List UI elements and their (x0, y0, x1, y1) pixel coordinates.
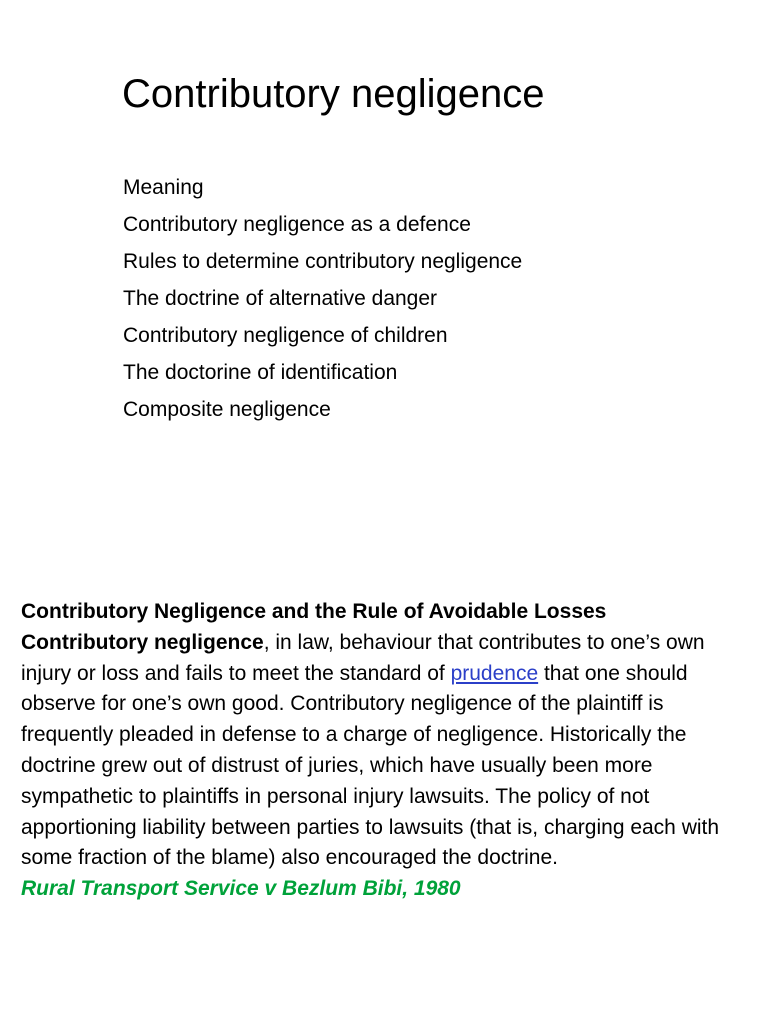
list-item: Meaning (123, 176, 204, 199)
body-paragraph (21, 597, 751, 874)
definition-text: , in law, behaviour that contributes to one’s own injury or loss and fails to meet the standard of (21, 630, 705, 685)
list-item: Contributory negligence as a defence (123, 213, 471, 236)
list-item: Composite negligence (123, 398, 331, 421)
slide-title: Contributory negligence (122, 72, 545, 116)
case-reference: Rural Transport Service v Bezlum Bibi, 1980 (21, 877, 461, 901)
definition-text-continued: that one should observe for one’s own good. Contributory negligence of the plaintiff is frequently pleaded in defense to a charge of negligence. Historically the doctrine grew out of distrust of juries, which have usually been more sympathetic to plaintiffs in personal injury lawsuits. The policy of not apportioning liability between parties to lawsuits (that is, charging each with some fraction of the blame) also encouraged the doctrine. (21, 661, 720, 870)
slide-bottom (21, 597, 751, 905)
list-item: The doctorine of identification (123, 361, 398, 384)
list-item: Contributory negligence of children (123, 324, 448, 347)
list-item: Rules to determine contributory negligence (123, 250, 523, 273)
section-heading: Contributory Negligence and the Rule of Avoidable Losses (21, 600, 607, 623)
prudence-link[interactable]: prudence (450, 661, 539, 685)
topic-list (123, 169, 522, 428)
defined-term: Contributory negligence (21, 630, 264, 654)
list-item: The doctrine of alternative danger (123, 287, 438, 310)
